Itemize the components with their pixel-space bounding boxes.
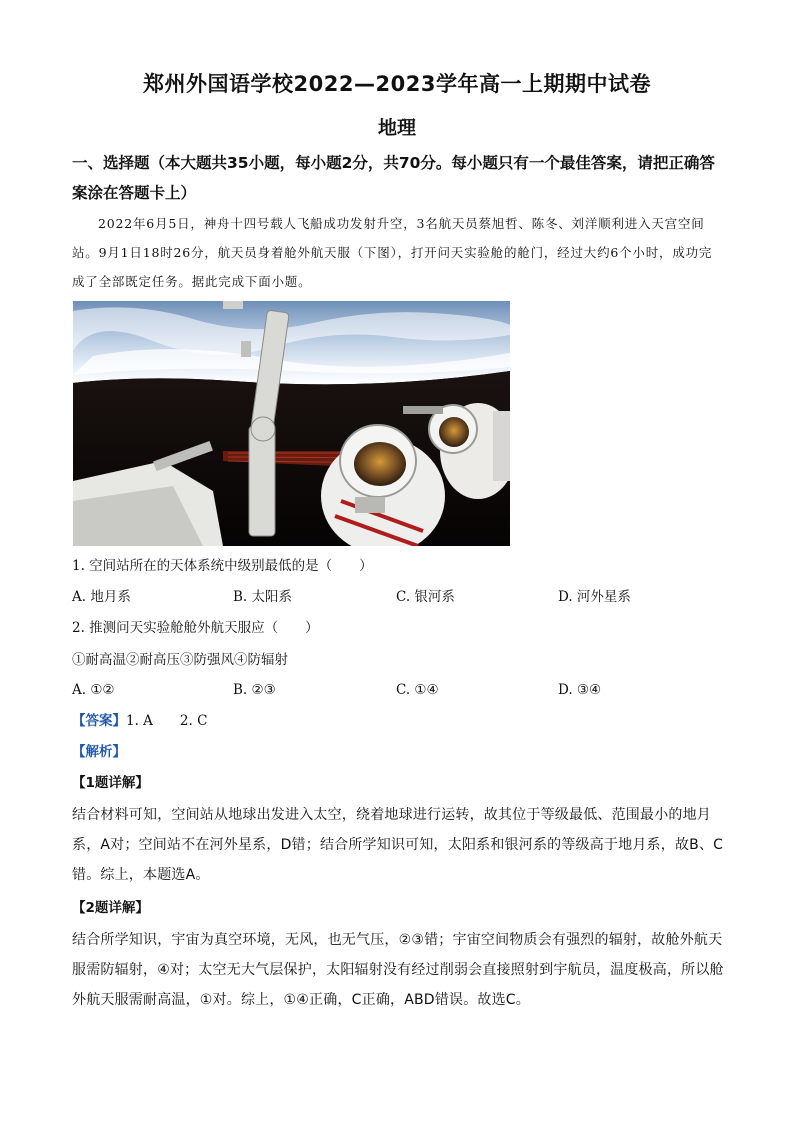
detail-2-text: 结合所学知识，宇宙为真空环境，无风，也无气压，②③错；宇宙空间物质会有强烈的辐射，故舱外航天服需防辐射，④对；太空无大气层保护，太阳辐射没有经过削弱会直接照射到宇航员，温度极高，所以舱外航天服需耐高温，①对。综上，①④正确，C正确，ABD错误。故选C。 [72, 932, 724, 1008]
q2-option-d: D. ③④ [558, 682, 602, 698]
analysis-label: 【解析】 [72, 744, 126, 760]
detail-1-text: 结合材料可知，空间站从地球出发进入太空，绕着地球进行运转，故其位于等级最低、范围最小的地月系，A对；空间站不在河外星系，D错；结合所学知识可知，太阳系和银河系的等级高于地月系，故B、C错。综上，本题选A。 [72, 807, 724, 883]
q1-option-d: D. 河外星系 [558, 589, 631, 605]
q2-option-a: A. ①② [72, 682, 115, 698]
q2-option-c: C. ①④ [396, 682, 439, 698]
detail-1-label: 【1题详解】 [72, 775, 149, 791]
q1-option-a: A. 地月系 [72, 589, 131, 605]
analysis-line [72, 742, 126, 762]
question-1-stem: 1. 空间站所在的天体系统中级别最低的是（ ） [72, 558, 373, 574]
answer-text: 1. A 2. C [126, 713, 208, 729]
q1-option-c: C. 银河系 [396, 589, 455, 605]
question-2-stem: 2. 推测问天实验舱舱外航天服应（ ） [72, 620, 319, 636]
subject-title: 地理 [377, 117, 416, 139]
section-heading: 一、选择题（本大题共35小题，每小题2分，共70分。每小题只有一个最佳答案，请把正确答案涂在答题卡上） [72, 154, 715, 202]
exam-title: 郑州外国语学校2022—2023学年高一上期期中试卷 [143, 72, 651, 96]
detail-2-label: 【2题详解】 [72, 900, 149, 916]
q2-option-b: B. ②③ [233, 682, 276, 698]
astronaut-photo [73, 301, 510, 546]
question-2-choices: ①耐高温②耐高压③防强风④防辐射 [72, 652, 288, 668]
answer-line [72, 711, 207, 731]
answer-label: 【答案】 [72, 713, 126, 729]
question-passage: 2022年6月5日，神舟十四号载人飞船成功发射升空，3名航天员蔡旭哲、陈冬、刘洋顺利进入天宫空间站。9月1日18时26分，航天员身着舱外航天服（下图），打开问天实验舱的舱门，经过大约6个小时，成功完成了全部既定任务。据此完成下面小题。 [72, 216, 713, 289]
q1-option-b: B. 太阳系 [233, 589, 293, 605]
